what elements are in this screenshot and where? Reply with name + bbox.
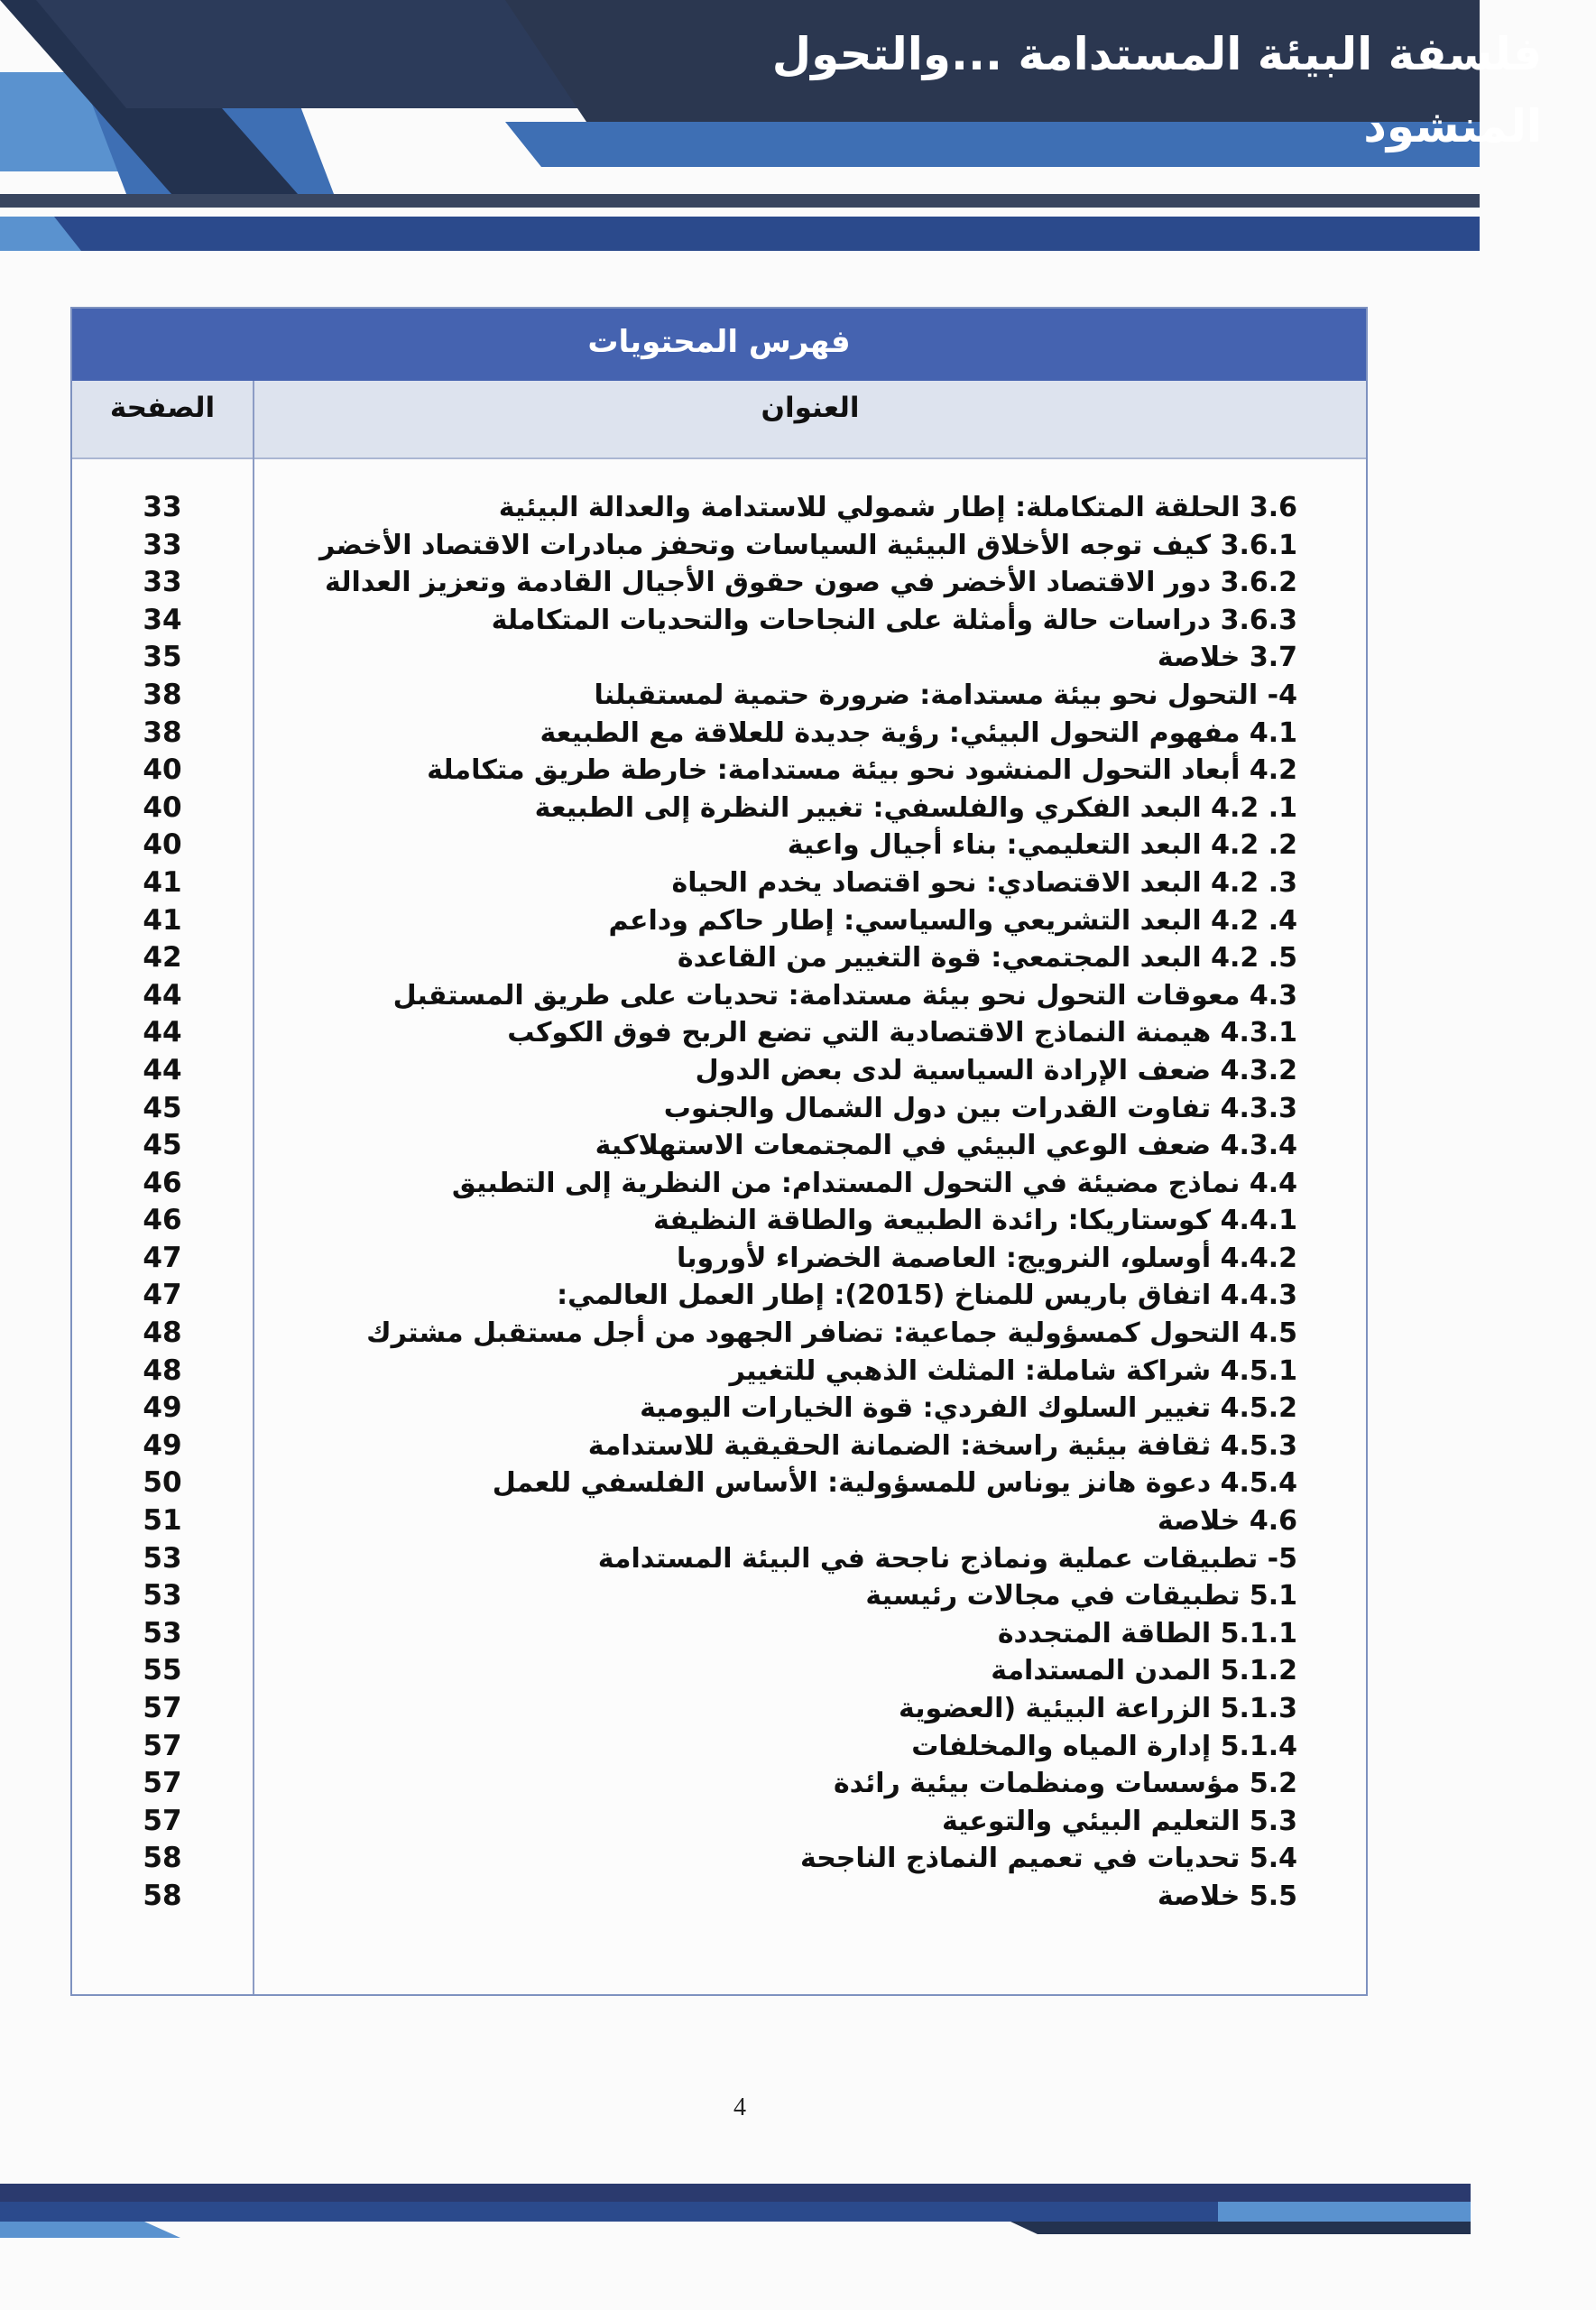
toc-row[interactable]: [72, 527, 1366, 565]
toc-row[interactable]: [72, 1014, 1366, 1052]
toc-row-title: 4.4.1 كوستاريكا: رائدة الطبيعة والطاقة النظيفة: [653, 1205, 1297, 1237]
toc-row-page: 34: [143, 603, 182, 636]
toc-row[interactable]: [72, 1690, 1366, 1728]
toc-row-page: 38: [143, 678, 182, 711]
toc-row[interactable]: [72, 1202, 1366, 1240]
toc-row[interactable]: [72, 1502, 1366, 1540]
toc-row-page: 58: [143, 1842, 182, 1875]
toc-row[interactable]: [72, 715, 1366, 753]
toc-row[interactable]: [72, 602, 1366, 640]
toc-row-page: 51: [143, 1504, 182, 1538]
toc-row-title: 3.6.2 دور الاقتصاد الأخضر في صون حقوق الأجيال القادمة وتعزيز العدالة: [325, 567, 1297, 599]
toc-row[interactable]: [72, 902, 1366, 940]
toc-row[interactable]: [72, 1315, 1366, 1353]
toc-row-title: 4.6 خلاصة: [1157, 1505, 1297, 1538]
toc-row-page: 42: [143, 941, 182, 975]
toc-row[interactable]: [72, 1577, 1366, 1615]
toc-row-title: 5- تطبيقات عملية ونماذج ناجحة في البيئة المستدامة: [597, 1542, 1297, 1575]
toc-row[interactable]: [72, 1803, 1366, 1841]
toc-row[interactable]: [72, 489, 1366, 527]
toc-row[interactable]: [72, 1878, 1366, 1916]
toc-row-title: 4. 4.2 البعد التشريعي والسياسي: إطار حاكم وداعم: [608, 904, 1297, 937]
toc-row-page: 50: [143, 1466, 182, 1500]
toc-row-title: 4.4.2 أوسلو، النرويج: العاصمة الخضراء لأوروبا: [677, 1242, 1297, 1274]
toc-row[interactable]: [72, 1165, 1366, 1203]
toc-row-title: 4.4.3 اتفاق باريس للمناخ (2015): إطار العمل العالمي:: [557, 1280, 1297, 1312]
toc-row[interactable]: [72, 1840, 1366, 1878]
toc-row-title: 4.5 التحول كمسؤولية جماعية: تضافر الجهود من أجل مستقبل مشترك: [366, 1317, 1297, 1350]
toc-row-page: 35: [143, 641, 182, 674]
toc-row[interactable]: [72, 1765, 1366, 1803]
toc-row-page: 47: [143, 1241, 182, 1274]
toc-row-title: 4.3.3 تفاوت القدرات بين دول الشمال والجنوب: [663, 1092, 1297, 1124]
toc-row-title: 4.5.2 تغيير السلوك الفردي: قوة الخيارات اليومية: [640, 1392, 1297, 1425]
toc-row-title: 4.3 معوقات التحول نحو بيئة مستدامة: تحديات على طريق المستقبل: [392, 979, 1297, 1012]
toc-row-page: 49: [143, 1428, 182, 1462]
page-number: 4: [733, 2093, 746, 2121]
toc-row[interactable]: [72, 752, 1366, 790]
toc-row-title: 5.5 خلاصة: [1157, 1880, 1297, 1912]
toc-row-page: 53: [143, 1541, 182, 1575]
toc-row-title: 4.2 أبعاد التحول المنشود نحو بيئة مستدامة: خارطة طريق متكاملة: [427, 754, 1297, 787]
toc-row-title: 5.1 تطبيقات في مجالات رئيسية: [865, 1580, 1297, 1612]
toc-row-title: 3.7 خلاصة: [1157, 642, 1297, 674]
toc-row[interactable]: [72, 1090, 1366, 1128]
toc-row-page: 33: [143, 528, 182, 561]
toc-row[interactable]: [72, 1240, 1366, 1278]
toc-row-page: 48: [143, 1317, 182, 1350]
toc-row-page: 44: [143, 978, 182, 1012]
toc-row-title: 5.1.4 إدارة المياه والمخلفات: [911, 1730, 1297, 1762]
toc-row-page: 46: [143, 1166, 182, 1199]
toc-row-page: 44: [143, 1053, 182, 1086]
toc-row-title: 4.3.1 هيمنة النماذج الاقتصادية التي تضع الربح فوق الكوكب: [507, 1017, 1297, 1049]
footer-banner: [0, 2184, 1596, 2274]
toc-row-title: 1. 4.2 البعد الفكري والفلسفي: تغيير النظرة إلى الطبيعة: [534, 791, 1297, 824]
toc-row-page: 41: [143, 865, 182, 899]
toc-header-row: [72, 381, 1366, 459]
toc-row-title: 4- التحول نحو بيئة مستدامة: ضرورة حتمية لمستقبلنا: [594, 679, 1297, 711]
toc-row[interactable]: [72, 1277, 1366, 1315]
toc-row-page: 57: [143, 1767, 182, 1800]
toc-row-title: 5.1.1 الطاقة المتجددة: [997, 1617, 1297, 1649]
toc-row-page: 46: [143, 1204, 182, 1237]
toc-row-page: 57: [143, 1692, 182, 1724]
toc-row[interactable]: [72, 1127, 1366, 1165]
column-header-title: العنوان: [761, 392, 860, 424]
toc-row-title: 5.1.2 المدن المستدامة: [991, 1655, 1297, 1687]
toc-row-page: 48: [143, 1354, 182, 1387]
toc-row-page: 33: [143, 566, 182, 599]
toc-row[interactable]: [72, 1353, 1366, 1391]
toc-row-page: 40: [143, 790, 182, 824]
toc-row-title: 3.6.1 كيف توجه الأخلاق البيئية السياسات وتحفز مبادرات الاقتصاد الأخضر: [319, 529, 1297, 561]
toc-row[interactable]: [72, 1652, 1366, 1690]
toc-row[interactable]: [72, 977, 1366, 1015]
toc-table: [70, 307, 1368, 1996]
toc-row[interactable]: [72, 939, 1366, 977]
toc-row[interactable]: [72, 1728, 1366, 1766]
toc-row-title: 4.5.3 ثقافة بيئية راسخة: الضمانة الحقيقية للاستدامة: [587, 1429, 1297, 1462]
toc-row[interactable]: [72, 677, 1366, 715]
toc-row[interactable]: [72, 1465, 1366, 1502]
toc-row-page: 45: [143, 1091, 182, 1124]
toc-row-title: 5.1.3 الزراعة البيئية (العضوية: [899, 1693, 1297, 1724]
toc-row[interactable]: [72, 827, 1366, 864]
toc-title: فهرس المحتويات: [72, 309, 1366, 381]
toc-row-page: 53: [143, 1616, 182, 1649]
toc-row-page: 41: [143, 903, 182, 937]
toc-row-page: 45: [143, 1129, 182, 1162]
toc-row-title: 4.5.4 دعوة هانز يوناس للمسؤولية: الأساس الفلسفي للعمل: [492, 1467, 1297, 1500]
toc-row[interactable]: [72, 790, 1366, 827]
toc-row-title: 3.6.3 دراسات حالة وأمثلة على النجاحات والتحديات المتكاملة: [491, 604, 1297, 636]
toc-row-page: 57: [143, 1729, 182, 1762]
toc-row-page: 58: [143, 1879, 182, 1912]
toc-row-page: 47: [143, 1279, 182, 1312]
toc-row-page: 55: [143, 1654, 182, 1687]
toc-row-title: 3. 4.2 البعد الاقتصادي: نحو اقتصاد يخدم الحياة: [671, 866, 1297, 899]
toc-row-page: 49: [143, 1391, 182, 1425]
toc-row-title: 4.3.2 ضعف الإرادة السياسية لدى بعض الدول: [695, 1054, 1297, 1086]
toc-row-page: 40: [143, 828, 182, 862]
toc-row-page: 38: [143, 716, 182, 749]
toc-row-title: 4.3.4 ضعف الوعي البيئي في المجتمعات الاستهلاكية: [595, 1130, 1297, 1162]
toc-row-title: 5.3 التعليم البيئي والتوعية: [941, 1805, 1297, 1837]
toc-row-title: 4.1 مفهوم التحول البيئي: رؤية جديدة للعلاقة مع الطبيعة: [540, 716, 1297, 749]
toc-row[interactable]: [72, 864, 1366, 902]
toc-row[interactable]: [72, 1390, 1366, 1428]
toc-row-title: 4.5.1 شراكة شاملة: المثلث الذهبي للتغيير: [729, 1354, 1297, 1387]
toc-row[interactable]: [72, 564, 1366, 602]
toc-row[interactable]: [72, 1615, 1366, 1653]
toc-row-page: 53: [143, 1579, 182, 1612]
toc-row[interactable]: [72, 1052, 1366, 1090]
toc-rows: [72, 489, 1366, 1916]
column-header-page: الصفحة: [109, 392, 216, 424]
toc-row-page: 57: [143, 1804, 182, 1837]
toc-row[interactable]: [72, 1540, 1366, 1578]
toc-row-page: 44: [143, 1016, 182, 1049]
toc-row-title: 3.6 الحلقة المتكاملة: إطار شمولي للاستدامة والعدالة البيئية: [498, 492, 1297, 523]
toc-row-title: 5.4 تحديات في تعميم النماذج الناجحة: [799, 1843, 1297, 1875]
toc-row[interactable]: [72, 1428, 1366, 1465]
header-title: فلسفة البيئة المستدامة ...والتحول المنشود: [771, 28, 1542, 152]
toc-row-page: 40: [143, 753, 182, 787]
toc-row-page: 33: [143, 491, 182, 523]
toc-row-title: 5.2 مؤسسات ومنظمات بيئية رائدة: [833, 1768, 1297, 1800]
toc-row-title: 5. 4.2 البعد المجتمعي: قوة التغيير من القاعدة: [677, 942, 1297, 975]
toc-row[interactable]: [72, 639, 1366, 677]
toc-row-title: 4.4 نماذج مضيئة في التحول المستدام: من النظرية إلى التطبيق: [451, 1167, 1297, 1199]
toc-row-title: 2. 4.2 البعد التعليمي: بناء أجيال واعية: [787, 829, 1297, 862]
